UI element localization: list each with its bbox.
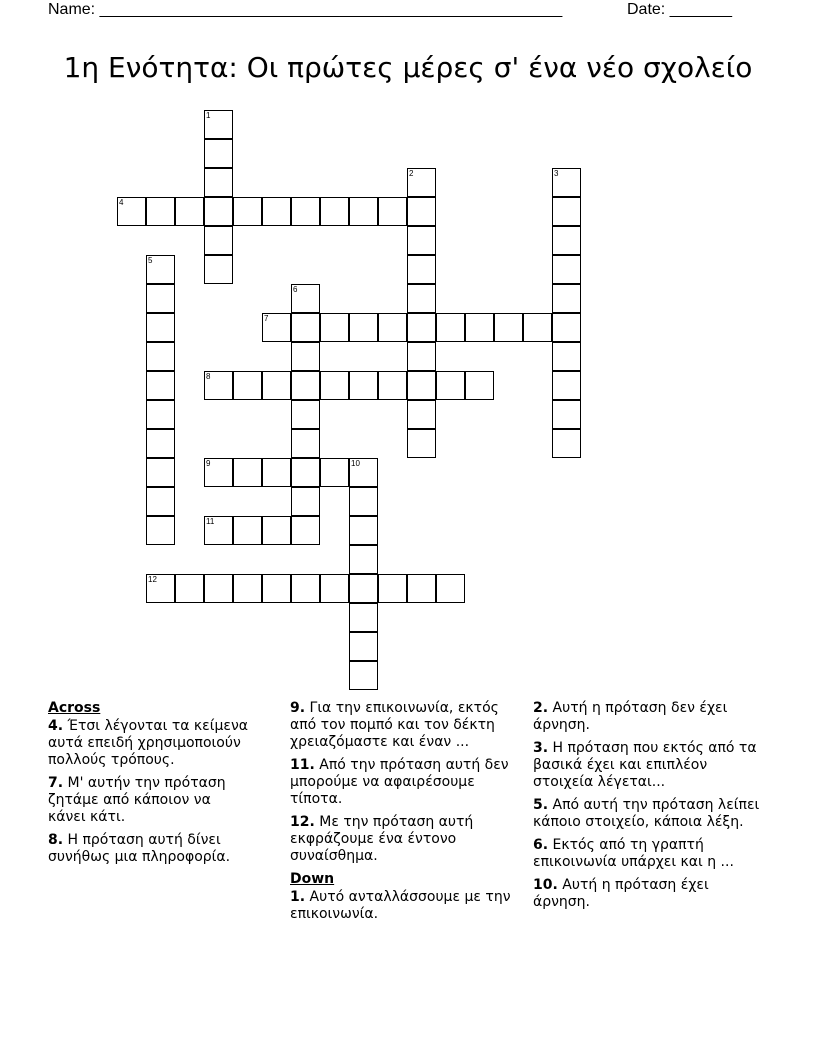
clue-item-text: Η πρόταση που εκτός από τα βασικά έχει και επιπλέον στοιχεία λέγεται... <box>533 740 757 790</box>
crossword-cell[interactable] <box>436 371 465 400</box>
crossword-cell[interactable] <box>349 516 378 545</box>
crossword-cell[interactable] <box>233 371 262 400</box>
clue-item-number: 8. <box>48 832 64 848</box>
crossword-cell[interactable] <box>146 197 175 226</box>
clue-item-number: 3. <box>533 740 549 756</box>
crossword-cell[interactable] <box>552 226 581 255</box>
crossword-cell[interactable] <box>175 574 204 603</box>
crossword-cell[interactable] <box>204 226 233 255</box>
clue-item <box>533 837 768 871</box>
crossword-cell[interactable] <box>291 458 320 487</box>
clue-item <box>533 740 768 791</box>
clues-column-3 <box>533 700 768 917</box>
crossword-cell[interactable] <box>204 110 233 139</box>
crossword-cell[interactable] <box>175 197 204 226</box>
crossword-cell[interactable] <box>262 574 291 603</box>
clue-item-text: Από την πρόταση αυτή δεν μπορούμε να αφαιρέσουμε τίποτα. <box>290 757 509 807</box>
crossword-cell[interactable] <box>117 197 146 226</box>
clue-item <box>290 814 525 865</box>
clue-item-number: 6. <box>533 837 549 853</box>
clue-item-number: 5. <box>533 797 549 813</box>
crossword-cell[interactable] <box>552 168 581 197</box>
crossword-cell[interactable] <box>407 371 436 400</box>
name-field-label: Name: ____________________________________________________ <box>48 1 563 18</box>
clue-item <box>533 700 768 734</box>
crossword-cell[interactable] <box>407 226 436 255</box>
crossword-cell[interactable] <box>262 516 291 545</box>
page-title: 1η Ενότητα: Οι πρώτες μέρες σ' ένα νέο σχολείο <box>63 51 753 84</box>
date-field-label: Date: _______ <box>627 1 732 18</box>
crossword-cell[interactable] <box>204 458 233 487</box>
clue-item-text: Εκτός από τη γραπτή επικοινωνία υπάρχει και η ... <box>533 837 734 870</box>
crossword-cell[interactable] <box>349 313 378 342</box>
crossword-cell[interactable] <box>146 371 175 400</box>
clue-item-number: 11. <box>290 757 315 773</box>
crossword-cell[interactable] <box>349 487 378 516</box>
crossword-cell[interactable] <box>436 313 465 342</box>
crossword-cell[interactable] <box>552 255 581 284</box>
crossword-cell[interactable] <box>407 168 436 197</box>
clue-item <box>290 889 525 923</box>
clue-number: 1 <box>206 111 211 120</box>
crossword-cell[interactable] <box>320 371 349 400</box>
crossword-cell[interactable] <box>523 313 552 342</box>
crossword-cell[interactable] <box>204 516 233 545</box>
crossword-cell[interactable] <box>349 545 378 574</box>
crossword-cell[interactable] <box>349 661 378 690</box>
crossword-cell[interactable] <box>204 255 233 284</box>
clue-number: 11 <box>206 517 215 526</box>
clue-number: 12 <box>148 575 157 584</box>
crossword-cell[interactable] <box>204 139 233 168</box>
clues-column-2 <box>290 700 525 929</box>
clue-item-number: 2. <box>533 700 549 716</box>
crossword-cell[interactable] <box>552 429 581 458</box>
clue-number: 8 <box>206 372 211 381</box>
crossword-cell[interactable] <box>146 313 175 342</box>
crossword-cell[interactable] <box>349 371 378 400</box>
clue-item-text: Για την επικοινωνία, εκτός από τον πομπό και τον δέκτη χρειαζόμαστε και έναν ... <box>290 700 499 750</box>
crossword-cell[interactable] <box>320 197 349 226</box>
crossword-cell[interactable] <box>204 168 233 197</box>
crossword-cell[interactable] <box>146 516 175 545</box>
clues-column-1 <box>48 700 248 872</box>
clue-item <box>290 700 525 751</box>
crossword-cell[interactable] <box>407 313 436 342</box>
crossword-cell[interactable] <box>349 632 378 661</box>
clue-item-text: Αυτό ανταλλάσσουμε με την επικοινωνία. <box>290 889 511 922</box>
crossword-cell[interactable] <box>146 400 175 429</box>
crossword-cell[interactable] <box>291 429 320 458</box>
crossword-cell[interactable] <box>378 574 407 603</box>
across-heading: Across <box>48 700 101 716</box>
clue-item <box>533 877 768 911</box>
clue-item-number: 4. <box>48 718 64 734</box>
crossword-cell[interactable] <box>291 516 320 545</box>
clue-number: 5 <box>148 256 153 265</box>
crossword-cell[interactable] <box>204 371 233 400</box>
crossword-cell[interactable] <box>407 342 436 371</box>
crossword-cell[interactable] <box>291 197 320 226</box>
crossword-cell[interactable] <box>291 371 320 400</box>
crossword-cell[interactable] <box>349 197 378 226</box>
crossword-cell[interactable] <box>436 574 465 603</box>
crossword-cell[interactable] <box>233 574 262 603</box>
crossword-cell[interactable] <box>262 313 291 342</box>
clue-item-text: Η πρόταση αυτή δίνει συνήθως μια πληροφορία. <box>48 832 231 865</box>
crossword-cell[interactable] <box>349 574 378 603</box>
crossword-cell[interactable] <box>349 458 378 487</box>
crossword-cell[interactable] <box>146 255 175 284</box>
clue-item-text: Μ' αυτήν την πρόταση ζητάμε από κάποιον να κάνει κάτι. <box>48 775 226 825</box>
crossword-cell[interactable] <box>146 574 175 603</box>
clue-item <box>290 757 525 808</box>
crossword-cell[interactable] <box>233 458 262 487</box>
clue-item <box>48 775 248 826</box>
clue-item-number: 7. <box>48 775 64 791</box>
clue-number: 6 <box>293 285 298 294</box>
clue-item <box>48 718 248 769</box>
crossword-cell[interactable] <box>494 313 523 342</box>
clue-number: 2 <box>409 169 414 178</box>
crossword-cell[interactable] <box>407 574 436 603</box>
clue-item <box>533 797 768 831</box>
clue-item-number: 1. <box>290 889 306 905</box>
crossword-cell[interactable] <box>233 516 262 545</box>
crossword-cell[interactable] <box>378 371 407 400</box>
crossword-cell[interactable] <box>291 342 320 371</box>
crossword-cell[interactable] <box>552 342 581 371</box>
crossword-cell[interactable] <box>146 458 175 487</box>
crossword-cell[interactable] <box>349 603 378 632</box>
crossword-cell[interactable] <box>233 197 262 226</box>
clue-number: 3 <box>554 169 559 178</box>
crossword-cell[interactable] <box>262 371 291 400</box>
crossword-cell[interactable] <box>320 574 349 603</box>
crossword-cell[interactable] <box>291 313 320 342</box>
crossword-cell[interactable] <box>320 458 349 487</box>
crossword-cell[interactable] <box>146 284 175 313</box>
clue-number: 7 <box>264 314 269 323</box>
crossword-cell[interactable] <box>407 400 436 429</box>
clue-item-number: 10. <box>533 877 558 893</box>
crossword-cell[interactable] <box>552 400 581 429</box>
crossword-cell[interactable] <box>407 197 436 226</box>
crossword-cell[interactable] <box>552 197 581 226</box>
crossword-cell[interactable] <box>552 313 581 342</box>
crossword-cell[interactable] <box>146 429 175 458</box>
crossword-cell[interactable] <box>378 197 407 226</box>
crossword-cell[interactable] <box>291 400 320 429</box>
crossword-cell[interactable] <box>262 197 291 226</box>
crossword-cell[interactable] <box>204 197 233 226</box>
clue-item-number: 12. <box>290 814 315 830</box>
crossword-cell[interactable] <box>465 313 494 342</box>
crossword-cell[interactable] <box>291 284 320 313</box>
clue-item-text: Από αυτή την πρόταση λείπει κάποιο στοιχείο, κάποια λέξη. <box>533 797 760 830</box>
clue-number: 9 <box>206 459 211 468</box>
crossword-cell[interactable] <box>146 342 175 371</box>
crossword-cell[interactable] <box>204 574 233 603</box>
clue-item-text: Αυτή η πρόταση δεν έχει άρνηση. <box>533 700 728 733</box>
clue-item-number: 9. <box>290 700 306 716</box>
crossword-cell[interactable] <box>552 284 581 313</box>
down-heading: Down <box>290 871 335 887</box>
crossword-cell[interactable] <box>407 429 436 458</box>
crossword-cell[interactable] <box>407 284 436 313</box>
crossword-cell[interactable] <box>407 255 436 284</box>
crossword-cell[interactable] <box>262 458 291 487</box>
crossword-cell[interactable] <box>552 371 581 400</box>
crossword-cell[interactable] <box>146 487 175 516</box>
crossword-cell[interactable] <box>291 487 320 516</box>
crossword-cell[interactable] <box>320 313 349 342</box>
clue-item <box>48 832 248 866</box>
crossword-cell[interactable] <box>378 313 407 342</box>
crossword-cell[interactable] <box>291 574 320 603</box>
clue-number: 4 <box>119 198 124 207</box>
clue-item-text: Έτσι λέγονται τα κείμενα αυτά επειδή χρησιμοποιούν πολλούς τρόπους. <box>48 718 249 768</box>
crossword-cell[interactable] <box>465 371 494 400</box>
clue-item-text: Αυτή η πρόταση έχει άρνηση. <box>533 877 709 910</box>
clue-item-text: Με την πρόταση αυτή εκφράζουμε ένα έντονο συναίσθημα. <box>290 814 474 864</box>
clue-number: 10 <box>351 459 360 468</box>
